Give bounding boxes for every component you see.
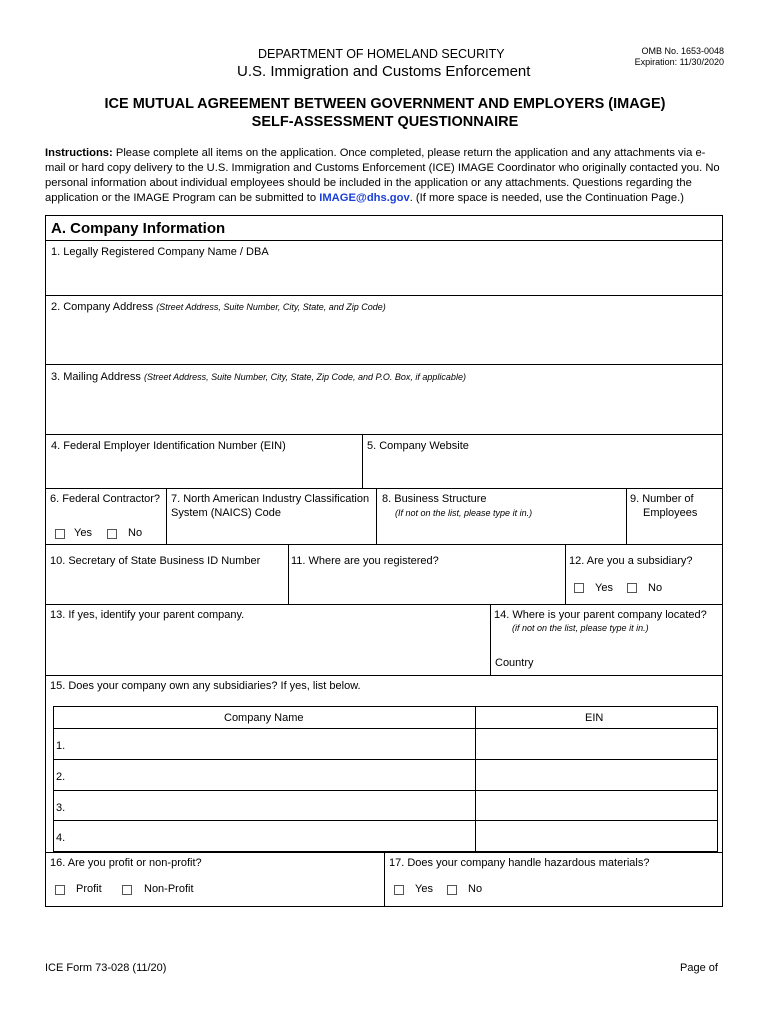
profit-checkbox[interactable] <box>55 885 65 895</box>
subsidiary-yes-checkbox[interactable] <box>574 583 584 593</box>
subsidiary-yes-label: Yes <box>595 582 613 594</box>
subsidiary-no-label: No <box>648 582 663 594</box>
table-row-number: 1. <box>56 740 66 752</box>
contact-email-link[interactable]: IMAGE@dhs.gov <box>319 192 410 204</box>
federal-contractor-yes-checkbox[interactable] <box>55 529 65 539</box>
non-profit-checkbox[interactable] <box>122 885 132 895</box>
instructions-label: Instructions: <box>45 147 113 159</box>
federal-contractor-no-checkbox[interactable] <box>107 529 117 539</box>
subsidiary-4-name-input[interactable] <box>68 821 474 851</box>
instructions <box>45 146 725 206</box>
country-select[interactable] <box>543 652 721 674</box>
federal-contractor-no-label: No <box>128 527 143 539</box>
subsidiaries-table <box>53 706 718 852</box>
omb-info <box>635 46 724 68</box>
company-website-label: 5. Company Website <box>367 440 469 452</box>
hazardous-no-checkbox[interactable] <box>447 885 457 895</box>
expiration-date: Expiration: 11/30/2020 <box>634 57 724 67</box>
hazardous-yes-label: Yes <box>415 883 433 895</box>
hazardous-yes-checkbox[interactable] <box>394 885 404 895</box>
subsidiaries-question-label: 15. Does your company own any subsidiaries? If yes, list below. <box>50 680 361 692</box>
registration-location-label: 11. Where are you registered? <box>291 555 439 567</box>
company-name-input[interactable] <box>46 241 723 295</box>
form-title <box>0 95 770 131</box>
number-of-employees-input[interactable] <box>627 521 723 543</box>
table-row-number: 3. <box>56 802 66 814</box>
hazardous-materials-label: 17. Does your company handle hazardous materials? <box>389 857 650 869</box>
business-structure-note: (If not on the list, please type it in.) <box>395 508 533 518</box>
instructions-text-end: . (If more space is needed, use the Continuation Page.) <box>409 192 684 204</box>
page-number: Page of <box>680 962 718 974</box>
parent-company-input[interactable] <box>46 624 489 674</box>
subsidiary-4-ein-input[interactable] <box>476 821 717 851</box>
naics-label-line-1: 7. North American Industry Classification <box>171 493 370 505</box>
company-address-label: 2. Company Address (Street Address, Suite Number, City, State, and Zip Code) <box>51 301 386 313</box>
omb-number: OMB No. 1653-0048 <box>641 46 724 56</box>
number-of-employees-label-2: Employees <box>643 507 698 519</box>
subsidiary-question-label: 12. Are you a subsidiary? <box>569 555 693 567</box>
subsidiary-1-ein-input[interactable] <box>476 729 717 759</box>
subsidiary-2-name-input[interactable] <box>68 760 474 790</box>
department-name: DEPARTMENT OF HOMELAND SECURITY <box>258 47 505 61</box>
parent-company-label: 13. If yes, identify your parent company. <box>50 609 245 621</box>
naics-label-line-2: System (NAICS) Code <box>171 507 282 519</box>
state-business-id-label: 10. Secretary of State Business ID Number <box>50 555 261 567</box>
title-line-2: SELF-ASSESSMENT QUESTIONNAIRE <box>251 114 519 130</box>
table-row-number: 2. <box>56 771 66 783</box>
subsidiary-1-name-input[interactable] <box>68 729 474 759</box>
agency-name: U.S. Immigration and Customs Enforcement <box>237 63 531 80</box>
subsidiary-2-ein-input[interactable] <box>476 760 717 790</box>
subsidiary-3-ein-input[interactable] <box>476 791 717 820</box>
instructions-text: Please complete all items on the application. Once completed, please return the application and any attachments via e-mail or hard copy delivery to the U.S. Immigration and Customs Enforcement (ICE) IMAGE Coordinator who originally contacted you. No personal information about individual employees should be included in the application or any attachments. Questions regarding the application or the IMAGE Program can be submitted to <box>45 147 720 204</box>
ein-input[interactable] <box>46 435 361 487</box>
company-website-input[interactable] <box>363 435 723 487</box>
parent-company-location-note: (if not on the list, please type it in.) <box>512 623 649 633</box>
hazardous-no-label: No <box>468 883 483 895</box>
subsidiary-3-name-input[interactable] <box>68 791 474 820</box>
form-id: ICE Form 73-028 (11/20) <box>45 962 167 974</box>
ein-label: 4. Federal Employer Identification Number (EIN) <box>51 440 286 452</box>
mailing-address-input[interactable] <box>46 365 723 433</box>
company-name-label: 1. Legally Registered Company Name / DBA <box>51 246 269 258</box>
profit-status-label: 16. Are you profit or non-profit? <box>50 857 202 869</box>
business-structure-select[interactable] <box>377 521 625 543</box>
profit-label: Profit <box>76 883 102 895</box>
country-label: Country <box>495 657 534 669</box>
federal-contractor-yes-label: Yes <box>74 527 92 539</box>
section-a-title: A. Company Information <box>51 220 226 237</box>
table-row-number: 4. <box>56 832 66 844</box>
parent-company-location-label: 14. Where is your parent company located? <box>494 609 707 621</box>
title-line-1: ICE MUTUAL AGREEMENT BETWEEN GOVERNMENT AND EMPLOYERS (IMAGE) <box>104 96 666 112</box>
company-information-form <box>45 215 723 907</box>
company-address-input[interactable] <box>46 296 723 364</box>
state-business-id-input[interactable] <box>46 571 287 603</box>
column-header-ein: EIN <box>585 712 604 724</box>
number-of-employees-label-1: 9. Number of <box>630 493 694 505</box>
naics-code-input[interactable] <box>167 521 376 543</box>
federal-contractor-label: 6. Federal Contractor? <box>50 493 161 505</box>
non-profit-label: Non-Profit <box>144 883 194 895</box>
mailing-address-label: 3. Mailing Address (Street Address, Suite Number, City, State, Zip Code, and P.O. Box, if applicable) <box>51 371 466 383</box>
business-structure-label: 8. Business Structure <box>382 493 487 505</box>
registration-location-select[interactable] <box>289 571 564 603</box>
subsidiary-no-checkbox[interactable] <box>627 583 637 593</box>
column-header-company-name: Company Name <box>224 712 304 724</box>
